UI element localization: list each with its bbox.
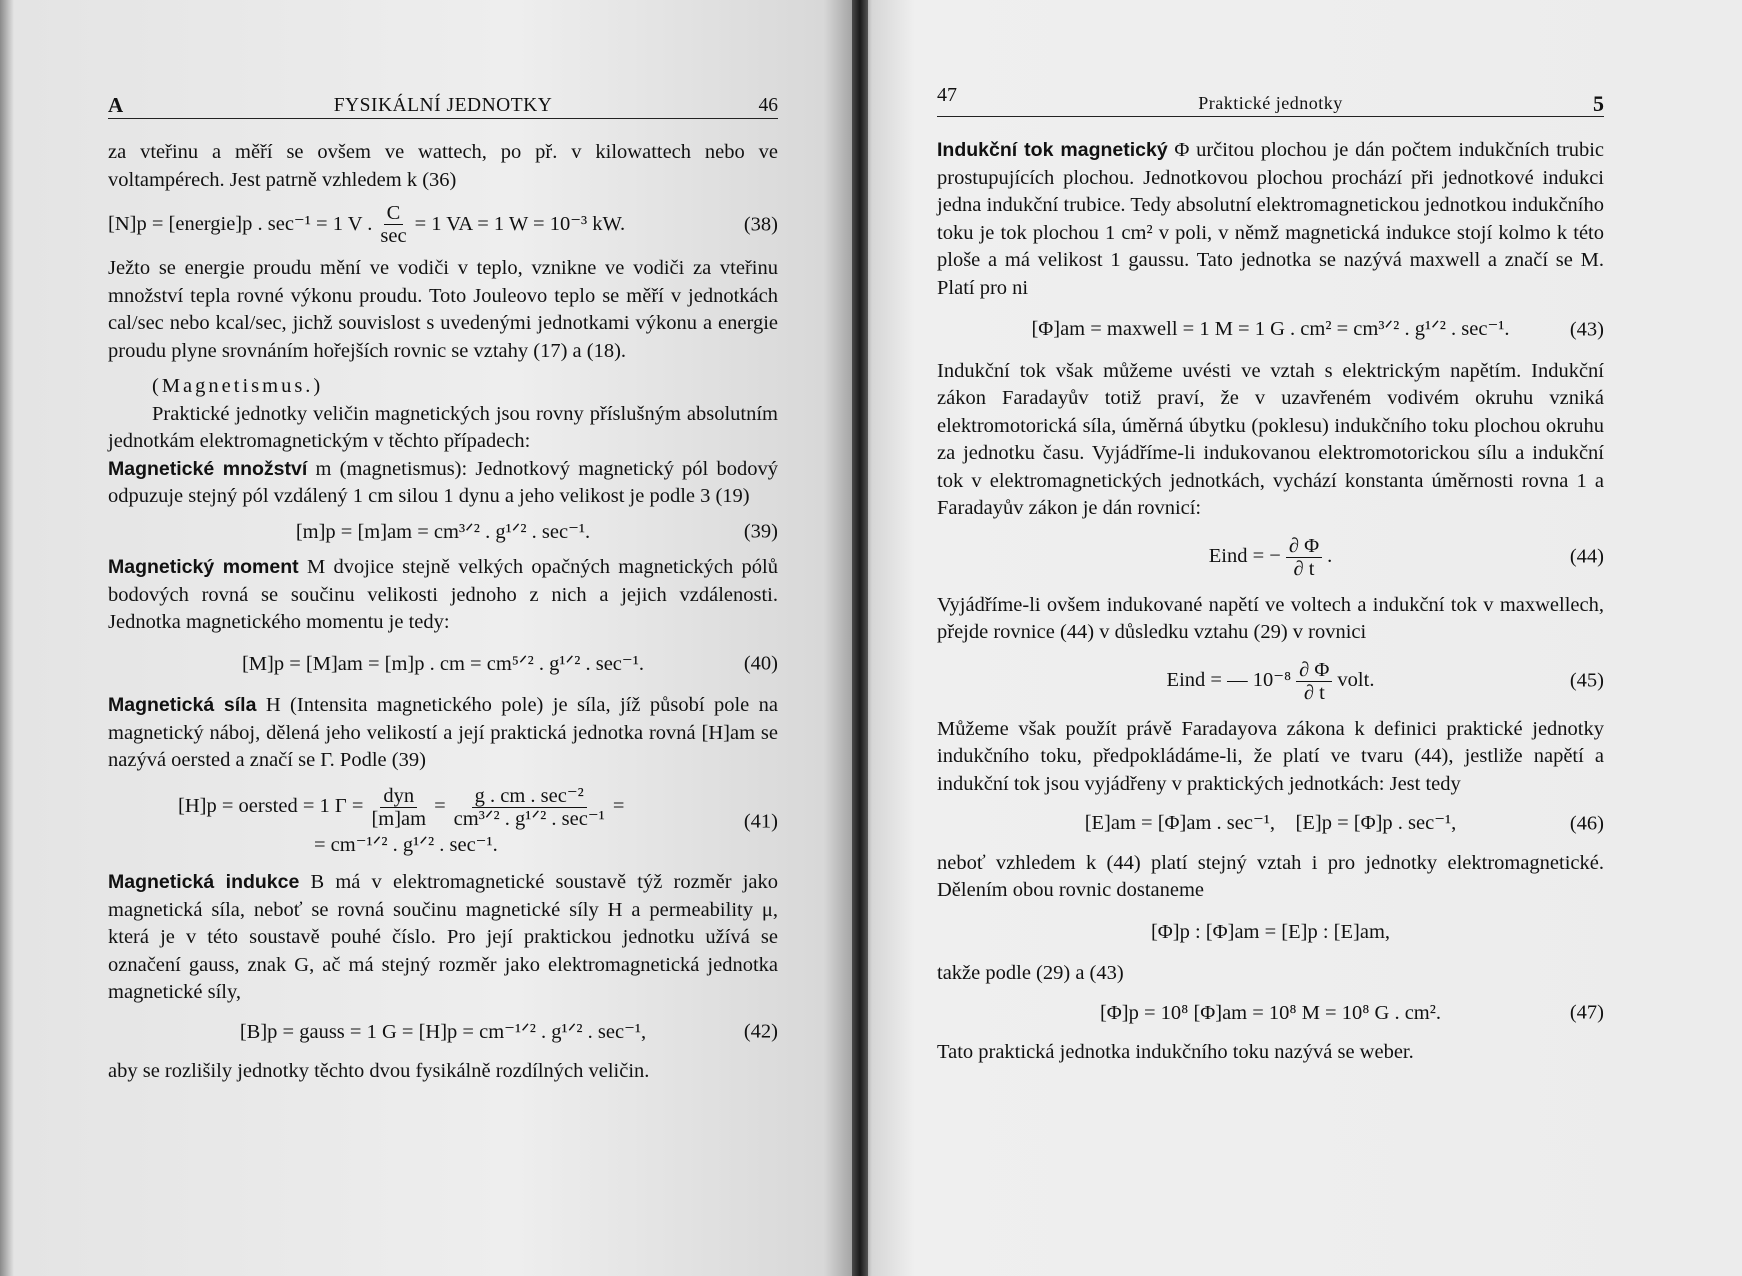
- term-paragraph: [108, 692, 778, 775]
- equation-43: [937, 316, 1604, 344]
- right-running-header: [937, 84, 1604, 117]
- page-number: 46: [758, 95, 778, 116]
- equation-number: (42): [743, 1020, 778, 1043]
- equation-text: [M]p = [M]am = [m]p . cm = cm⁵ᐟ² . g¹ᐟ² . sec⁻¹.: [241, 652, 644, 675]
- equation-number: (47): [1569, 1001, 1604, 1024]
- fraction: [1286, 535, 1322, 580]
- paragraph: za vteřinu a měří se ovšem ve wattech, po př. v kilowattech nebo ve voltampérech. Jest patrně vzhledem k (36): [108, 141, 778, 191]
- fraction: [368, 785, 429, 830]
- term-paragraph: [937, 137, 1604, 302]
- fraction-denominator: ∂ t: [1293, 557, 1315, 580]
- term: Magnetické množství: [108, 457, 308, 480]
- equation-text: [Φ]am = maxwell = 1 M = 1 G . cm² = cm³ᐟ² . g¹ᐟ² . sec⁻¹.: [1031, 318, 1510, 340]
- equation-text: [E]am = [Φ]am . sec⁻¹, [E]p = [Φ]p . sec⁻¹,: [1084, 812, 1457, 834]
- equation-text: [Φ]p = 10⁸ [Φ]am = 10⁸ M = 10⁸ G . cm².: [1099, 1001, 1442, 1024]
- fraction-denominator: ∂ t: [1303, 681, 1325, 704]
- fraction-numerator: g . cm . sec⁻²: [472, 785, 587, 808]
- term: Magnetická síla: [108, 694, 257, 716]
- term-paragraph: [108, 456, 778, 511]
- book-spine: [852, 0, 868, 1276]
- term-text: Φ určitou plochou je dán počtem indukčních trubic prostupujících plochou. Jednotkovou plochou prochází při jednotkové indukci jedna indukční trubice. Tedy absolutní elektromagnetickou jednotkou indukčního toku je tok plochou 1 cm² v poli, v němž magnetická indukce stojí kolmo k této ploše a má velikost 1 gaussu. Tato jednotka se nazývá maxwell a značí se M. Platí pro ni: [937, 139, 1605, 299]
- term: Indukční tok magnetický: [937, 139, 1168, 161]
- term: Magnetická indukce: [108, 871, 300, 893]
- fraction-numerator: ∂ Φ: [1286, 535, 1322, 558]
- equation-41: [108, 785, 778, 860]
- equals-sign: =: [434, 795, 446, 818]
- page-number: 47: [937, 84, 957, 106]
- paragraph: takže podle (29) a (43): [937, 962, 1124, 984]
- left-running-header: [108, 92, 778, 119]
- equation-number: (39): [743, 520, 778, 543]
- fraction: [377, 202, 409, 247]
- equation-46: [937, 810, 1604, 838]
- equation-lhs: Eind = −: [1208, 545, 1281, 568]
- equation-ratio: [937, 919, 1604, 947]
- equation-39: [108, 519, 778, 547]
- equation-number: (45): [1569, 669, 1604, 692]
- fraction-denominator: [m]am: [371, 807, 427, 830]
- fraction-numerator: ∂ Φ: [1296, 659, 1332, 682]
- equation-47: [937, 1000, 1604, 1028]
- equation-text: [Φ]p : [Φ]am = [E]p : [E]am,: [1150, 920, 1391, 943]
- right-page-text: [937, 84, 1605, 1067]
- term-text: M dvojice stejně velkých opačných magnetických pólů bodových rovná se součinu velikosti jednoho z nich a jejich vzdálenosti. Jednotka magnetického momentu je tedy:: [108, 556, 778, 633]
- equation-44: [937, 535, 1604, 580]
- section-letter: A: [108, 93, 124, 117]
- equation-rhs: = 1 VA = 1 W = 10⁻³ kW.: [414, 212, 626, 235]
- equation-lhs: [N]p = [energie]p . sec⁻¹ = 1 V .: [108, 212, 373, 235]
- fraction: [1296, 659, 1332, 704]
- term-text: B má v elektromagnetické soustavě týž rozměr jako magnetická síla, neboť se rovná součinu magnetické síly H a permeability μ, která je v této soustavě pouhé číslo. Pro její praktickou jednotku užívá se označení gauss, znak G, ač má stejný rozměr jako elektromagnetická jednotka magnetické síly,: [108, 871, 778, 1003]
- running-title: FYSIKÁLNÍ JEDNOTKY: [333, 95, 553, 116]
- fraction-numerator: C: [384, 202, 404, 225]
- term-text: m (magnetismus): Jednotkový magnetický pól bodový odpuzuje stejný pól vzdálený 1 cm silou 1 dynu a jeho velikost je podle 3 (19): [108, 457, 778, 507]
- fraction: [451, 785, 608, 830]
- paragraph: Vyjádříme-li ovšem indukované napětí ve voltech a indukční tok v maxwellech, přejde rovnice (44) v důsledku vztahu (29) v rovnici: [937, 593, 1604, 643]
- paragraph: Indukční tok však můžeme uvésti ve vztah s elektrickým napětím. Indukční zákon Faradayův totiž praví, že v uzavřeném vodivém okruhu vzniká elektromotorická síla, úměrná úbytku (poklesu) indukčního toku plochou okruhu za jednotku času. Vyjádříme-li indukovanou elektromotorickou sílu a indukční tok v elektromagnetických jednotkách, vychází konstanta úměrnosti rovna 1 a Faradayův zákon je dán rovnicí:: [937, 359, 1604, 519]
- paragraph: aby se rozlišily jednotky těchto dvou fysikálně rozdílných veličin.: [108, 1060, 650, 1082]
- equation-tail: volt.: [1337, 669, 1375, 692]
- section-number: 5: [1593, 91, 1604, 116]
- equation-45: [937, 659, 1604, 704]
- section-heading: (Magnetismus.): [152, 375, 324, 397]
- paragraph: Můžeme však použít právě Faradayova zákona k definici praktické jednotky indukčního toku, předpokládáme-li, že platí ve tvaru (44), jestliže napětí a indukční tok jsou vyjádřeny v praktických jednotkách: Jest tedy: [937, 717, 1604, 795]
- equation-number: (46): [1569, 812, 1604, 834]
- equation-tail: .: [1327, 545, 1333, 568]
- left-page-text: [108, 92, 778, 1086]
- equation-40: [108, 651, 778, 679]
- equation-number: (41): [743, 810, 778, 832]
- equation-line: = cm⁻¹ᐟ² . g¹ᐟ² . sec⁻¹.: [314, 833, 498, 856]
- equals-sign: =: [612, 795, 625, 818]
- term-paragraph: [108, 869, 778, 1007]
- paragraph: neboť vzhledem k (44) platí stejný vztah i pro jednotky elektromagnetické. Dělením obou rovnic dostaneme: [937, 851, 1604, 901]
- fraction-numerator: dyn: [380, 785, 417, 808]
- term-text: H (Intensita magnetického pole) je síla, jíž působí pole na magnetický náboj, dělená jeho velikostí a její praktická jednotka rovná [H]am se nazývá oersted a značí se Γ. Podle (39): [108, 694, 778, 771]
- paragraph: Tato praktická jednotka indukčního toku nazývá se weber.: [937, 1041, 1414, 1063]
- equation-lhs: Eind = — 10⁻⁸: [1166, 669, 1292, 692]
- equation-text: [B]p = gauss = 1 G = [H]p = cm⁻¹ᐟ² . g¹ᐟ² . sec⁻¹,: [239, 1020, 647, 1043]
- equation-number: (43): [1569, 318, 1604, 340]
- equation-42: [108, 1019, 778, 1047]
- fraction-denominator: sec: [380, 225, 407, 247]
- equation-number: (40): [743, 652, 778, 675]
- fraction-denominator: cm³ᐟ² . g¹ᐟ² . sec⁻¹: [453, 807, 605, 830]
- running-title: Praktické jednotky: [1198, 93, 1343, 113]
- paragraph: Ježto se energie proudu mění ve vodiči v teplo, vznikne ve vodiči za vteřinu množství tepla rovné výkonu proudu. Toto Jouleovo teplo se měří v jednotkách cal/sec nebo kcal/sec, jichž souvislost s uvedenými jednotkami výkonu a energie proudu plyne srovnáním hořejších rovnic se vztahy (17) a (18).: [108, 257, 778, 362]
- equation-line: [108, 785, 778, 830]
- equation-38: [108, 202, 778, 247]
- equation-lhs: [H]p = oersted = 1 Γ =: [178, 795, 364, 818]
- equation-number: (44): [1569, 545, 1604, 568]
- equation-text: [m]p = [m]am = cm³ᐟ² . g¹ᐟ² . sec⁻¹.: [295, 520, 591, 543]
- equation-number: (38): [743, 212, 778, 235]
- term-paragraph: [108, 554, 778, 637]
- term: Magnetický moment: [108, 556, 299, 578]
- paragraph: Praktické jednotky veličin magnetických jsou rovny příslušným absolutním jednotkám elektromagnetickým v těchto případech:: [108, 402, 778, 452]
